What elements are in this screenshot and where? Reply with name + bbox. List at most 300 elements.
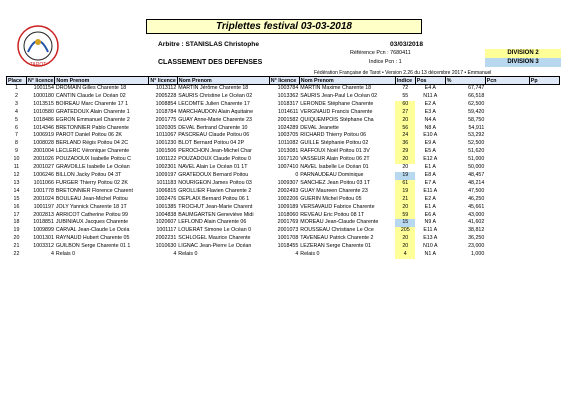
cell-nom-prenom-2: DEVAL Bertrand Charente 10	[178, 124, 248, 131]
cell-nom-prenom-1: BRETONNIER Pablo Charente	[55, 124, 129, 131]
cell-nom-prenom-1: BERLAND Régis Poitou 04 2C	[55, 140, 129, 147]
cell-nom-prenom-1: BOULEAU Jean-Michel Poitou	[55, 195, 128, 202]
cell-nom-prenom-3: REVEAU Eric Poitou 08 1T	[300, 211, 365, 218]
table-row	[7, 85, 560, 93]
cell-licence-3: 1001708	[277, 235, 299, 242]
cell-pp	[529, 132, 559, 140]
cell-pcn	[485, 243, 529, 251]
cell-licence-2: 1011183	[156, 179, 177, 186]
cell-nom-prenom-3: VERGNAUD Francis Charente	[300, 108, 373, 115]
cell-nom-prenom-2: MARCHAUDON Alain Aquitaine	[178, 108, 254, 115]
cell-licence-3: 1018060	[277, 211, 299, 218]
cell-nom-prenom-3: SANCHEZ Jean Poitou 03 1T	[300, 179, 371, 186]
cell-place: 13	[13, 179, 20, 186]
cell-percent: 36,250	[468, 235, 485, 242]
cell-nom-prenom-3: DEVAL Jeanette	[300, 124, 339, 131]
cell-licence-3: 1018455	[277, 243, 299, 250]
cell-place: 1	[15, 85, 18, 91]
table-row	[7, 109, 560, 117]
table-row	[7, 235, 560, 243]
cell-place: 17	[13, 211, 20, 218]
cell-licence-2: 1010630	[155, 243, 177, 250]
cell-pcn	[485, 117, 529, 125]
cell-pcn	[485, 109, 529, 117]
cell-indice: 20	[402, 164, 409, 171]
cell-pp	[529, 188, 559, 196]
cell-percent: 45,661	[468, 203, 485, 210]
cell-licence-3: 2001582	[277, 116, 299, 123]
cell-place: 10	[13, 156, 20, 163]
cell-licence-3: 1002206	[277, 195, 299, 202]
cell-place: 22	[13, 251, 20, 258]
cell-licence-3: 4	[295, 251, 299, 258]
cell-nom-prenom-3: GUERIN Michel Poitou 05	[300, 195, 362, 202]
cell-nom-prenom-3: GUAY Maureen Charente 23	[300, 187, 368, 194]
cell-pcn	[485, 235, 529, 243]
table-row	[7, 204, 560, 212]
cell-pp	[529, 109, 559, 117]
division2-badge: DIVISION 2	[485, 49, 561, 58]
cell-nom-prenom-2: PEROCHON Jean-Michel Char	[178, 148, 252, 155]
cell-pp	[529, 117, 559, 125]
cell-pos: E2 A	[424, 100, 436, 107]
header-pp: Pp	[529, 77, 559, 85]
cell-pp	[529, 235, 559, 243]
cell-licence-1: 1014346	[33, 124, 54, 131]
cell-licence-2: 1001122	[156, 156, 177, 163]
cell-pos: E3 A	[424, 108, 436, 115]
cell-licence-1: 1010580	[33, 108, 54, 115]
cell-licence-2: 1004838	[155, 211, 177, 218]
cell-place: 12	[13, 171, 20, 178]
cell-pp	[529, 93, 559, 101]
cell-nom-prenom-2: LECOMTE Julien Charente 17	[178, 100, 250, 107]
cell-pos: N10 A	[423, 243, 438, 250]
cell-licence-1: 2001026	[33, 156, 54, 163]
cell-pos: E13 A	[423, 235, 438, 242]
cell-pp	[529, 85, 559, 93]
cell-pcn	[485, 204, 529, 212]
cell-percent: 51,620	[468, 148, 485, 155]
cell-licence-3: 2002493	[277, 187, 299, 194]
cell-indice: 61	[395, 180, 415, 188]
cell-nom-prenom-3: MOREAU Jean-Claude Charente	[300, 219, 379, 226]
cell-nom-prenom-2: BAUMGARTEN Geneviève Midi	[178, 211, 254, 218]
cell-licence-1: 2001027	[33, 164, 54, 171]
cell-licence-1: 1001778	[33, 187, 54, 194]
cell-indice: 27	[395, 109, 415, 117]
cell-pp	[529, 243, 559, 251]
header-pcn: Pcn	[485, 77, 529, 85]
indice-label: Indice Pcn : 1	[369, 59, 402, 65]
cell-percent: 58,750	[468, 116, 485, 123]
cell-indice: 59	[395, 212, 415, 220]
cell-place: 14	[13, 187, 20, 194]
cell-pos: N8 A	[424, 124, 437, 131]
cell-pp	[529, 172, 559, 180]
cell-pp	[529, 251, 559, 259]
table-row	[7, 172, 560, 180]
cell-nom-prenom-1: ARRICOT Catherine Poitou 99	[55, 211, 128, 218]
federation-line: Fédération Française de Tarot • Version 2.26 du 13 décembre 2017 • Emmanuel	[314, 70, 492, 76]
cell-licence-1: 1013515	[33, 100, 54, 107]
cell-indice: 56	[395, 125, 415, 133]
cell-pp	[529, 125, 559, 133]
cell-nom-prenom-3: TAVENEAU Patrick Charente 2	[300, 235, 374, 242]
cell-percent: 46,250	[468, 195, 485, 202]
cell-licence-1: 2001024	[33, 195, 54, 202]
cell-nom-prenom-3: PARNAUDEAU Dominique	[300, 171, 364, 178]
header-licence-1: N° licence	[28, 77, 54, 84]
cell-place: 2	[15, 92, 18, 99]
cell-licence-3: 1018317	[277, 100, 299, 107]
cell-licence-2: 1018784	[155, 108, 177, 115]
cell-pcn	[485, 219, 529, 227]
cell-place: 6	[15, 124, 18, 131]
cell-percent: 51,000	[468, 156, 485, 163]
cell-pos: E5 A	[424, 148, 436, 155]
cell-nom-prenom-2: LOUERAT Simone Le Océan 0	[178, 227, 252, 234]
cell-pcn	[485, 188, 529, 196]
cell-pos: E1 A	[424, 203, 436, 210]
cell-licence-3: 1007410	[277, 164, 299, 171]
cell-licence-1: 2002813	[33, 211, 54, 218]
cell-percent: 43,000	[468, 211, 485, 218]
table-row	[7, 212, 560, 220]
cell-pp	[529, 204, 559, 212]
header-nom-prenom-2: Nom Prenom	[177, 77, 269, 85]
classement-heading: CLASSEMENT DES DEFENSES	[158, 59, 263, 66]
cell-licence-2: 1001506	[155, 148, 177, 155]
header-licence-3: N° licence	[269, 77, 299, 85]
cell-place: 16	[13, 203, 20, 210]
cell-nom-prenom-1: GRATEDOUX Alain Charente 1	[55, 108, 130, 115]
table-row	[7, 196, 560, 204]
cell-licence-2: 1011067	[156, 132, 177, 139]
cell-nom-prenom-3: SAURIS Jean-Paul Le Océan 02	[300, 92, 378, 99]
cell-licence-3: 2001073	[277, 227, 299, 234]
cell-pp	[529, 140, 559, 148]
cell-pos: E12 A	[423, 156, 438, 163]
cell-nom-prenom-1: GUILBON Serge Charente 01 1	[55, 243, 131, 250]
cell-nom-prenom-1: GRAVOILLE Isabelle Le Océan	[55, 164, 130, 171]
cell-licence-1: 1001197	[33, 203, 54, 210]
cell-nom-prenom-1: JOLY Yannick Charente 18 1T	[55, 203, 127, 210]
cell-indice: 20	[395, 204, 415, 212]
cell-place: 3	[15, 100, 18, 107]
cell-nom-prenom-3: MARTIN Maxime Charente 18	[300, 85, 372, 91]
cell-place: 20	[13, 235, 20, 242]
table-body	[7, 85, 560, 259]
cell-indice: 4	[395, 251, 415, 259]
header-place: Place	[7, 77, 27, 85]
cell-nom-prenom-2: NAVEL Alain Le Océan 01 1T	[178, 164, 248, 171]
cell-pcn	[485, 227, 529, 235]
cell-place: 18	[13, 219, 20, 226]
cell-indice: 72	[402, 85, 409, 91]
cell-percent: 53,292	[468, 132, 485, 139]
cell-nom-prenom-2: SAURIS Christine Le Océan 02	[178, 92, 253, 99]
cell-licence-1: 1000180	[33, 92, 54, 99]
cell-licence-3: 1009189	[277, 203, 299, 210]
table-row	[7, 125, 560, 133]
cell-nom-prenom-2: TROCHUT Jean-Marie Charent	[178, 203, 253, 210]
cell-nom-prenom-1: FURGER Thierry Poitou 02 2K	[55, 179, 128, 186]
cell-licence-3: 1014611	[278, 108, 299, 115]
cell-licence-2: 1001117	[156, 227, 177, 234]
header-nom-prenom-1: Nom Prenom	[55, 77, 149, 85]
cell-pos: N1 A	[424, 251, 437, 258]
cell-licence-1: 1009899	[33, 227, 54, 234]
cell-licence-2: 1009197	[155, 171, 177, 178]
table-row	[7, 140, 560, 148]
arbitre-label: Arbitre : STANISLAS Christophe	[158, 41, 259, 48]
cell-licence-3: 1013081	[277, 148, 299, 155]
cell-percent: 66,518	[468, 92, 485, 99]
division3-badge: DIVISION 3	[485, 58, 561, 67]
table-row	[7, 243, 560, 251]
cell-pp	[529, 219, 559, 227]
cell-indice: 29	[395, 148, 415, 156]
cell-licence-3: 1003784	[277, 85, 299, 91]
cell-licence-3: 0	[295, 171, 299, 178]
cell-licence-3: 2001769	[277, 219, 299, 226]
cell-licence-3: 1013362	[277, 92, 299, 99]
cell-nom-prenom-2: GRATEDOUX Bernard Poitou	[178, 171, 249, 178]
cell-licence-1: 4	[50, 251, 54, 258]
table-row	[7, 148, 560, 156]
cell-pp	[529, 156, 559, 164]
cell-indice: 60	[395, 101, 415, 109]
cell-pos: E4 A	[424, 85, 436, 91]
cell-nom-prenom-2: Relais 0	[178, 251, 198, 258]
header-licence-2: N° licence	[150, 77, 176, 84]
cell-nom-prenom-3: RAFFOUX Noël Poitou 01 3V	[300, 148, 370, 155]
cell-licence-2: 1006815	[155, 187, 177, 194]
svg-text:TAROT: TAROT	[29, 62, 47, 68]
cell-nom-prenom-3: VASSEUR Alain Poitou 06 2T	[300, 156, 370, 163]
cell-pcn	[485, 148, 529, 156]
cell-pos: N9 A	[424, 219, 437, 226]
cell-licence-2: 1001230	[155, 140, 177, 147]
cell-indice: 20	[395, 117, 415, 125]
table-row	[7, 219, 560, 227]
cell-nom-prenom-1: BRETONNIER Florence Charent	[55, 187, 133, 194]
cell-percent: 48,457	[468, 171, 485, 178]
table-row	[7, 180, 560, 188]
cell-licence-2: 2001775	[155, 116, 177, 123]
cell-place: 7	[15, 132, 18, 139]
cell-nom-prenom-1: POUZADOUX Isabelle Poitou C	[55, 156, 131, 163]
cell-place: 4	[15, 108, 18, 115]
header-pos: Pos	[415, 77, 445, 85]
cell-licence-2: 4	[173, 251, 177, 258]
cell-percent: 54,911	[468, 124, 485, 131]
cell-licence-2: 1001385	[155, 203, 177, 210]
cell-indice: 15	[395, 219, 415, 227]
cell-place: 11	[13, 164, 20, 171]
cell-pos: E6 A	[424, 211, 436, 218]
cell-percent: 23,000	[468, 243, 485, 250]
cell-percent: 62,500	[468, 100, 485, 107]
cell-pcn	[485, 172, 529, 180]
table-row	[7, 156, 560, 164]
cell-licence-3: 1003705	[277, 132, 299, 139]
cell-pcn	[485, 132, 529, 140]
cell-percent: 1,000	[471, 251, 485, 258]
cell-nom-prenom-2: GUAY Anne-Marie Charente 23	[178, 116, 252, 123]
cell-indice: 36	[395, 140, 415, 148]
cell-nom-prenom-1: JUBINIAUX Jacques Charente	[55, 219, 129, 226]
cell-indice: 55	[402, 92, 409, 99]
cell-pcn	[485, 196, 529, 204]
cell-licence-1: 1018851	[33, 219, 54, 226]
cell-licence-1: 1003312	[33, 243, 54, 250]
cell-nom-prenom-3: GUILLE Stéphanie Poitou 02	[300, 140, 369, 147]
cell-nom-prenom-3: RICHARD Thierry Poitou 06	[300, 132, 367, 139]
cell-indice: 20	[395, 156, 415, 164]
cell-pcn	[485, 93, 529, 101]
cell-place: 21	[13, 243, 20, 250]
cell-licence-1: 1018486	[33, 116, 54, 123]
cell-pos: E10 A	[423, 132, 438, 139]
cell-nom-prenom-2: DEPLAIX Bernard Poitou 06 1	[178, 195, 250, 202]
cell-licence-3: 1024289	[277, 124, 299, 131]
cell-licence-3: 1017120	[277, 156, 299, 163]
cell-pcn	[485, 125, 529, 133]
cell-indice: 20	[395, 235, 415, 243]
cell-nom-prenom-2: PASCREAU Claude Poitou 06	[178, 132, 250, 139]
cell-pp	[529, 164, 559, 172]
cell-nom-prenom-3: QUIQUEMPOIS Stéphane Cha	[300, 116, 374, 123]
cell-percent: 48,214	[468, 179, 485, 186]
cell-licence-1: 1008028	[33, 140, 54, 147]
cell-nom-prenom-1: EGRON Emmanuel Charente 2	[55, 116, 130, 123]
cell-nom-prenom-2: GROLLIER Flavien Charente 2	[178, 187, 252, 194]
table-row	[7, 227, 560, 235]
cell-nom-prenom-2: LEFLOND Alain Charente 06	[178, 219, 247, 226]
table-row	[7, 251, 560, 259]
cell-pos: E2 A	[424, 195, 436, 202]
cell-pcn	[485, 251, 529, 259]
table-header-row	[7, 77, 560, 85]
cell-place: 8	[15, 140, 18, 147]
cell-pp	[529, 101, 559, 109]
cell-pos: N4 A	[424, 116, 437, 123]
cell-licence-1: 1006246	[33, 171, 54, 178]
cell-indice: 19	[395, 172, 415, 180]
cell-place: 19	[13, 227, 20, 234]
table-row	[7, 101, 560, 109]
cell-pos: E7 A	[424, 179, 436, 186]
cell-nom-prenom-2: MARTIN Jérôme Charente 18	[178, 85, 249, 91]
cell-nom-prenom-3: LERONDE Stéphane Charente	[300, 100, 374, 107]
cell-pos: E8 A	[424, 171, 436, 178]
cell-percent: 67,747	[468, 85, 485, 91]
cell-licence-2: 1020305	[155, 124, 177, 131]
cell-nom-prenom-2: SCHLOGEL Maurice Charente	[178, 235, 251, 242]
cell-licence-1: 1001154	[33, 85, 54, 91]
cell-nom-prenom-3: ROUSSEAU Christiane Le Oce	[300, 227, 374, 234]
cell-place: 5	[15, 116, 18, 123]
cell-licence-2: 2005228	[155, 92, 177, 99]
cell-percent: 52,500	[468, 140, 485, 147]
cell-pp	[529, 212, 559, 220]
cell-percent: 41,602	[468, 219, 485, 226]
cell-licence-3: 1011082	[278, 140, 299, 147]
cell-nom-prenom-1: PAROT Daniel Poitou 06 2K	[55, 132, 122, 139]
cell-nom-prenom-3: LEZERAN Serge Charente 01	[300, 243, 371, 250]
table-row	[7, 93, 560, 101]
table-row	[7, 132, 560, 140]
cell-nom-prenom-2: BLOT Bernard Poitou 04 2P	[178, 140, 245, 147]
cell-nom-prenom-3: VERSAVAUD Fabrice Charente	[300, 203, 375, 210]
reference-label: Référence Pcn : 7680411	[350, 50, 411, 56]
cell-pp	[529, 196, 559, 204]
cell-place: 15	[13, 195, 20, 202]
cell-nom-prenom-1: BOIREAU Marc Charente 17 1	[55, 100, 129, 107]
cell-pcn	[485, 212, 529, 220]
cell-nom-prenom-2: POUZADOUX Claude Poitou 0	[178, 156, 251, 163]
cell-licence-2: 1008854	[155, 100, 177, 107]
cell-pcn	[485, 101, 529, 109]
cell-pcn	[485, 180, 529, 188]
cell-pos: E9 A	[424, 140, 436, 147]
cell-licence-2: 1020607	[155, 219, 177, 226]
cell-pcn	[485, 164, 529, 172]
cell-percent: 59,420	[468, 108, 485, 115]
header-nom-prenom-3: Nom Prenom	[299, 77, 395, 85]
table-row	[7, 117, 560, 125]
cell-indice: 21	[395, 196, 415, 204]
cell-percent: 47,500	[468, 187, 485, 194]
cell-pos: E1 A	[424, 164, 436, 171]
cell-nom-prenom-1: RAYNAUD Hubert Charente 05	[55, 235, 130, 242]
cell-nom-prenom-1: LECLERC Véronique Charente	[55, 148, 130, 155]
cell-indice: 205	[395, 227, 415, 235]
cell-licence-2: 1013112	[156, 85, 177, 91]
cell-pcn	[485, 156, 529, 164]
date-label: 03/03/2018	[390, 41, 424, 48]
results-table	[6, 76, 560, 259]
page-title: Triplettes festival 03-03-2018	[146, 19, 422, 34]
header-indice: Indice	[395, 77, 415, 85]
cell-licence-1: 1011066	[33, 179, 54, 186]
cell-nom-prenom-1: CANTIN Claude Le Océan 02	[55, 92, 126, 99]
cell-licence-2: 1002301	[155, 164, 177, 171]
cell-pos: E11 A	[423, 227, 438, 234]
cell-indice: 20	[395, 243, 415, 251]
cell-licence-1: 1001301	[33, 235, 54, 242]
cell-pcn	[485, 140, 529, 148]
cell-pos: E11 A	[423, 187, 438, 194]
cell-indice: 19	[395, 188, 415, 196]
table-row	[7, 188, 560, 196]
cell-nom-prenom-2: LIGNAC Jean-Pierre Le Océan	[178, 243, 252, 250]
cell-percent: 50,000	[468, 164, 485, 171]
cell-percent: 38,812	[468, 227, 485, 234]
table-row	[7, 164, 560, 172]
cell-pos: N11 A	[423, 92, 438, 99]
cell-pp	[529, 227, 559, 235]
cell-licence-3: 1009307	[277, 179, 299, 186]
cell-pp	[529, 180, 559, 188]
cell-nom-prenom-3: Relais 0	[300, 251, 320, 258]
cell-licence-1: 2001004	[33, 148, 54, 155]
cell-licence-2: 2002231	[155, 235, 177, 242]
cell-nom-prenom-3: NAVEL Isabelle Le Océan 01	[300, 164, 369, 171]
cell-place: 9	[15, 148, 18, 155]
